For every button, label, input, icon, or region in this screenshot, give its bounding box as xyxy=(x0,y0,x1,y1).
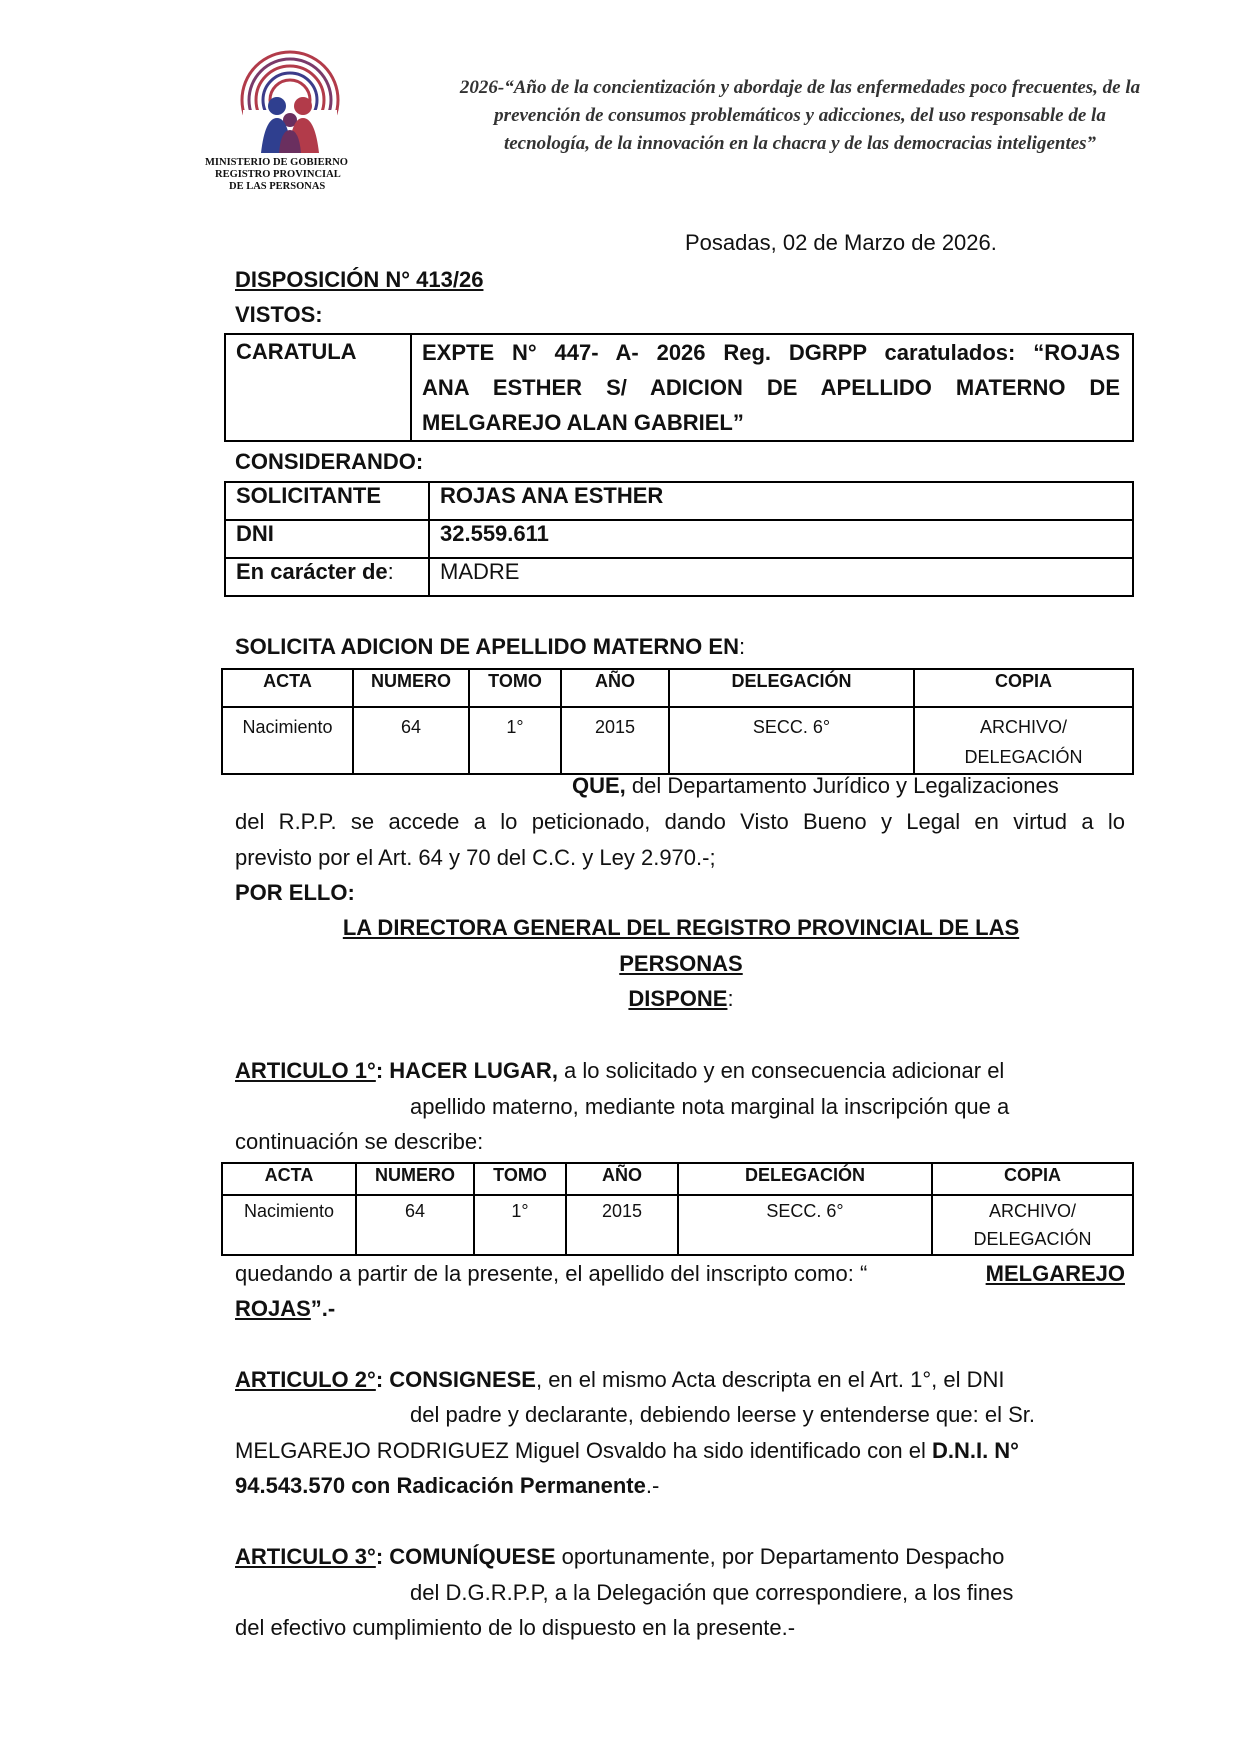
registry-logo xyxy=(235,48,345,158)
solicita-heading xyxy=(235,629,745,665)
motto-line-1: 2026-“Año de la concientización y abordaje de las enfermedades poco frecuentes, de la xyxy=(459,77,1141,98)
por-ello-heading: POR ELLO: xyxy=(235,880,355,905)
art2-end: .- xyxy=(645,1473,660,1498)
solicita-title: SOLICITA ADICION DE APELLIDO MATERNO EN xyxy=(235,634,739,659)
art1-surname-2: ROJAS xyxy=(235,1296,311,1321)
art1-surname-1: MELGAREJO xyxy=(985,1261,1125,1286)
cell-delegacion: SECC. 6° xyxy=(669,707,914,774)
art1-colon: : xyxy=(375,1058,384,1083)
caratula-table xyxy=(224,333,1134,442)
caracter-label: En carácter de xyxy=(236,559,388,584)
art2-line-4 xyxy=(235,1468,659,1504)
art1-bold: HACER LUGAR, xyxy=(389,1058,558,1083)
caratula-line-1: EXPTE N° 447- A- 2026 Reg. DGRPP caratulados: “ROJAS xyxy=(422,340,1120,365)
art2-rest: , en el mismo Acta descripta en el Art. 1°, el DNI xyxy=(535,1367,1005,1392)
dispone-word: DISPONE xyxy=(628,986,728,1011)
art2-line-1 xyxy=(235,1362,1005,1398)
directora-title: LA DIRECTORA GENERAL DEL REGISTRO PROVINCIAL DE LAS xyxy=(342,915,1020,940)
art1-rest: a lo solicitado y en consecuencia adicionar el xyxy=(557,1058,1005,1083)
art3-line-2: del D.G.R.P.P, a la Delegación que correspondiere, a los fines xyxy=(410,1580,1014,1605)
org-line-1: MINISTERIO DE GOBIERNO xyxy=(205,157,348,168)
cell-copia xyxy=(914,707,1133,774)
que-line-1 xyxy=(572,768,1059,804)
motto-line-2: prevención de consumos problemáticos y adicciones, del uso responsable de la xyxy=(494,105,1106,126)
org-name xyxy=(205,157,405,193)
solicitante-label: SOLICITANTE xyxy=(225,482,429,520)
caratula-line-2: ANA ESTHER S/ ADICION DE APELLIDO MATERNO DE xyxy=(422,375,1120,400)
cell-copia xyxy=(932,1195,1133,1255)
cell-tomo: 1° xyxy=(474,1195,566,1255)
col-copia: COPIA xyxy=(932,1163,1133,1195)
solicita-colon: : xyxy=(738,634,746,659)
acta-table-solicita xyxy=(221,668,1134,775)
art3-colon: : xyxy=(375,1544,384,1569)
copia-line-2: DELEGACIÓN xyxy=(964,747,1083,767)
col-numero: NUMERO xyxy=(356,1163,474,1195)
art2-line-3-text: MELGAREJO RODRIGUEZ Miguel Osvaldo ha sido identificado con el xyxy=(235,1438,932,1463)
directora-title-2: PERSONAS xyxy=(619,951,743,976)
art1-end: ”.- xyxy=(310,1296,336,1321)
art2-label: ARTICULO 2° xyxy=(235,1367,376,1392)
disposition-number: DISPOSICIÓN N° 413/26 xyxy=(235,267,484,292)
col-anio: AÑO xyxy=(566,1163,678,1195)
art3-line-3: del efectivo cumplimiento de lo dispuesto en la presente.- xyxy=(235,1615,796,1640)
acta-table-articulo-1 xyxy=(221,1162,1134,1256)
dni-label: DNI xyxy=(225,520,429,558)
caracter-label-cell xyxy=(225,558,429,596)
col-acta: ACTA xyxy=(222,1163,356,1195)
cell-delegacion: SECC. 6° xyxy=(678,1195,932,1255)
que-rest: del Departamento Jurídico y Legalizaciones xyxy=(625,773,1059,798)
caratula-line-3: MELGAREJO ALAN GABRIEL” xyxy=(422,410,744,435)
cell-numero: 64 xyxy=(356,1195,474,1255)
year-motto xyxy=(410,74,1190,158)
col-tomo: TOMO xyxy=(474,1163,566,1195)
col-copia: COPIA xyxy=(914,669,1133,707)
art1-line-2: apellido materno, mediante nota marginal la inscripción que a xyxy=(410,1094,1010,1119)
cell-anio: 2015 xyxy=(566,1195,678,1255)
art1-line-3: continuación se describe: xyxy=(235,1129,484,1154)
art2-dni-label: D.N.I. N° xyxy=(931,1438,1019,1463)
art3-line-1 xyxy=(235,1539,1125,1575)
org-line-3: DE LAS PERSONAS xyxy=(229,181,326,192)
art3-label: ARTICULO 3° xyxy=(235,1544,376,1569)
copia-line-1: ARCHIVO/ xyxy=(988,1201,1076,1221)
org-line-2: REGISTRO PROVINCIAL xyxy=(215,169,341,180)
que-line-2: del R.P.P. se accede a lo peticionado, dando Visto Bueno y Legal en virtud a lo xyxy=(235,809,1125,834)
art2-line-2: del padre y declarante, debiendo leerse y entenderse que: el Sr. xyxy=(410,1402,1035,1427)
cell-acta: Nacimiento xyxy=(222,707,353,774)
art1-result-line-2 xyxy=(235,1291,335,1327)
directora-line-1 xyxy=(0,910,1242,946)
cell-anio: 2015 xyxy=(561,707,669,774)
art3-bold: COMUNÍQUESE xyxy=(389,1544,556,1569)
col-acta: ACTA xyxy=(222,669,353,707)
art2-bold: CONSIGNESE xyxy=(389,1367,536,1392)
caratula-label: CARATULA xyxy=(225,334,411,441)
solicitante-value: ROJAS ANA ESTHER xyxy=(429,482,1133,520)
cell-tomo: 1° xyxy=(469,707,561,774)
que-bold: QUE, xyxy=(572,773,626,798)
vistos-heading: VISTOS: xyxy=(235,302,323,327)
art2-dni-value: 94.543.570 con Radicación Permanente xyxy=(235,1473,646,1498)
col-delegacion: DELEGACIÓN xyxy=(669,669,914,707)
cell-acta: Nacimiento xyxy=(222,1195,356,1255)
col-numero: NUMERO xyxy=(353,669,469,707)
dispone-colon: : xyxy=(727,986,734,1011)
art1-line-1 xyxy=(235,1053,1004,1089)
col-anio: AÑO xyxy=(561,669,669,707)
art1-label: ARTICULO 1° xyxy=(235,1058,376,1083)
motto-line-3: tecnología, de la innovación en la chacra y de las democracias inteligentes” xyxy=(503,133,1097,154)
caratula-value xyxy=(411,334,1133,441)
art1-result-line-1 xyxy=(235,1256,1125,1292)
art2-colon: : xyxy=(375,1367,384,1392)
art2-line-3 xyxy=(235,1433,1019,1469)
copia-line-1: ARCHIVO/ xyxy=(979,717,1067,737)
col-tomo: TOMO xyxy=(469,669,561,707)
cell-numero: 64 xyxy=(353,707,469,774)
place-date: Posadas, 02 de Marzo de 2026. xyxy=(685,230,997,255)
dispone-heading xyxy=(0,981,1242,1017)
copia-line-2: DELEGACIÓN xyxy=(973,1229,1092,1249)
solicitante-table xyxy=(224,481,1134,597)
col-delegacion: DELEGACIÓN xyxy=(678,1163,932,1195)
art1-after: quedando a partir de la presente, el apellido del inscripto como: “ xyxy=(235,1261,868,1286)
dni-value: 32.559.611 xyxy=(429,520,1133,558)
directora-line-2 xyxy=(0,946,1242,982)
considerando-heading: CONSIDERANDO: xyxy=(235,449,424,474)
art3-rest: oportunamente, por Departamento Despacho xyxy=(555,1544,1005,1569)
caracter-colon: : xyxy=(387,559,394,584)
que-line-3: previsto por el Art. 64 y 70 del C.C. y Ley 2.970.-; xyxy=(235,845,716,870)
caracter-value: MADRE xyxy=(429,558,1133,596)
